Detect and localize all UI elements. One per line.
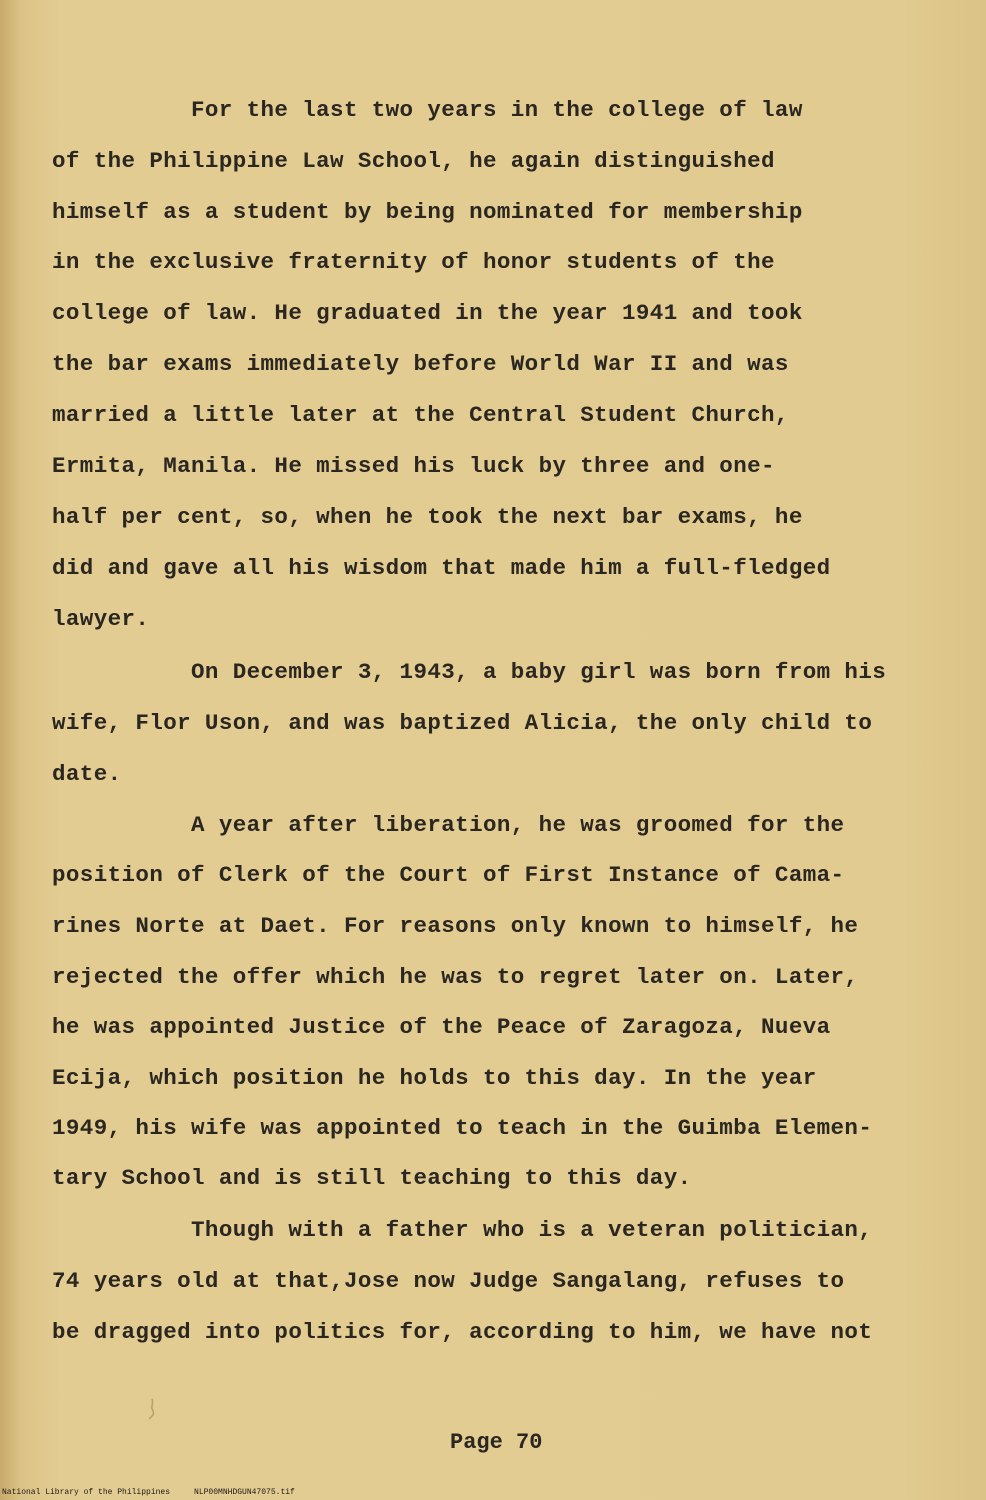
text-line: Though with a father who is a veteran politician, xyxy=(52,1217,873,1243)
text-line: For the last two years in the college of law xyxy=(52,97,803,123)
text-line: Ermita, Manila. He missed his luck by three and one- xyxy=(52,453,775,479)
text-line: college of law. He graduated in the year 1941 and took xyxy=(52,300,803,326)
text-line: A year after liberation, he was groomed for the xyxy=(52,812,845,838)
text-line: rines Norte at Daet. For reasons only known to himself, he xyxy=(52,913,859,939)
text-line: rejected the offer which he was to regret later on. Later, xyxy=(52,964,859,990)
text-line: wife, Flor Uson, and was baptized Alicia, the only child to xyxy=(52,710,873,736)
text-line: date. xyxy=(52,761,122,787)
text-line: be dragged into politics for, according to him, we have not xyxy=(52,1319,873,1345)
text-line: himself as a student by being nominated for membership xyxy=(52,199,803,225)
text-line: tary School and is still teaching to this day. xyxy=(52,1165,692,1191)
text-line: he was appointed Justice of the Peace of Zaragoza, Nueva xyxy=(52,1014,831,1040)
ink-smudge-mark xyxy=(140,1395,168,1423)
text-line: the bar exams immediately before World War II and was xyxy=(52,351,789,377)
text-line: lawyer. xyxy=(52,606,150,632)
page-number: Page 70 xyxy=(450,1430,543,1455)
text-line: Ecija, which position he holds to this day. In the year xyxy=(52,1065,817,1091)
archive-footer-stamp: National Library of the Philippines NLP00MNHDGUN47075.tif xyxy=(2,1488,295,1497)
text-line: of the Philippine Law School, he again distinguished xyxy=(52,148,775,174)
text-line: in the exclusive fraternity of honor students of the xyxy=(52,249,775,275)
text-line: married a little later at the Central Student Church, xyxy=(52,402,789,428)
text-line: 1949, his wife was appointed to teach in the Guimba Elemen- xyxy=(52,1115,873,1141)
text-line: On December 3, 1943, a baby girl was born from his xyxy=(52,659,887,685)
text-line: 74 years old at that,Jose now Judge Sangalang, refuses to xyxy=(52,1268,845,1294)
text-line: position of Clerk of the Court of First Instance of Cama- xyxy=(52,862,845,888)
text-line: did and gave all his wisdom that made him a full-fledged xyxy=(52,555,831,581)
text-line: half per cent, so, when he took the next bar exams, he xyxy=(52,504,803,530)
